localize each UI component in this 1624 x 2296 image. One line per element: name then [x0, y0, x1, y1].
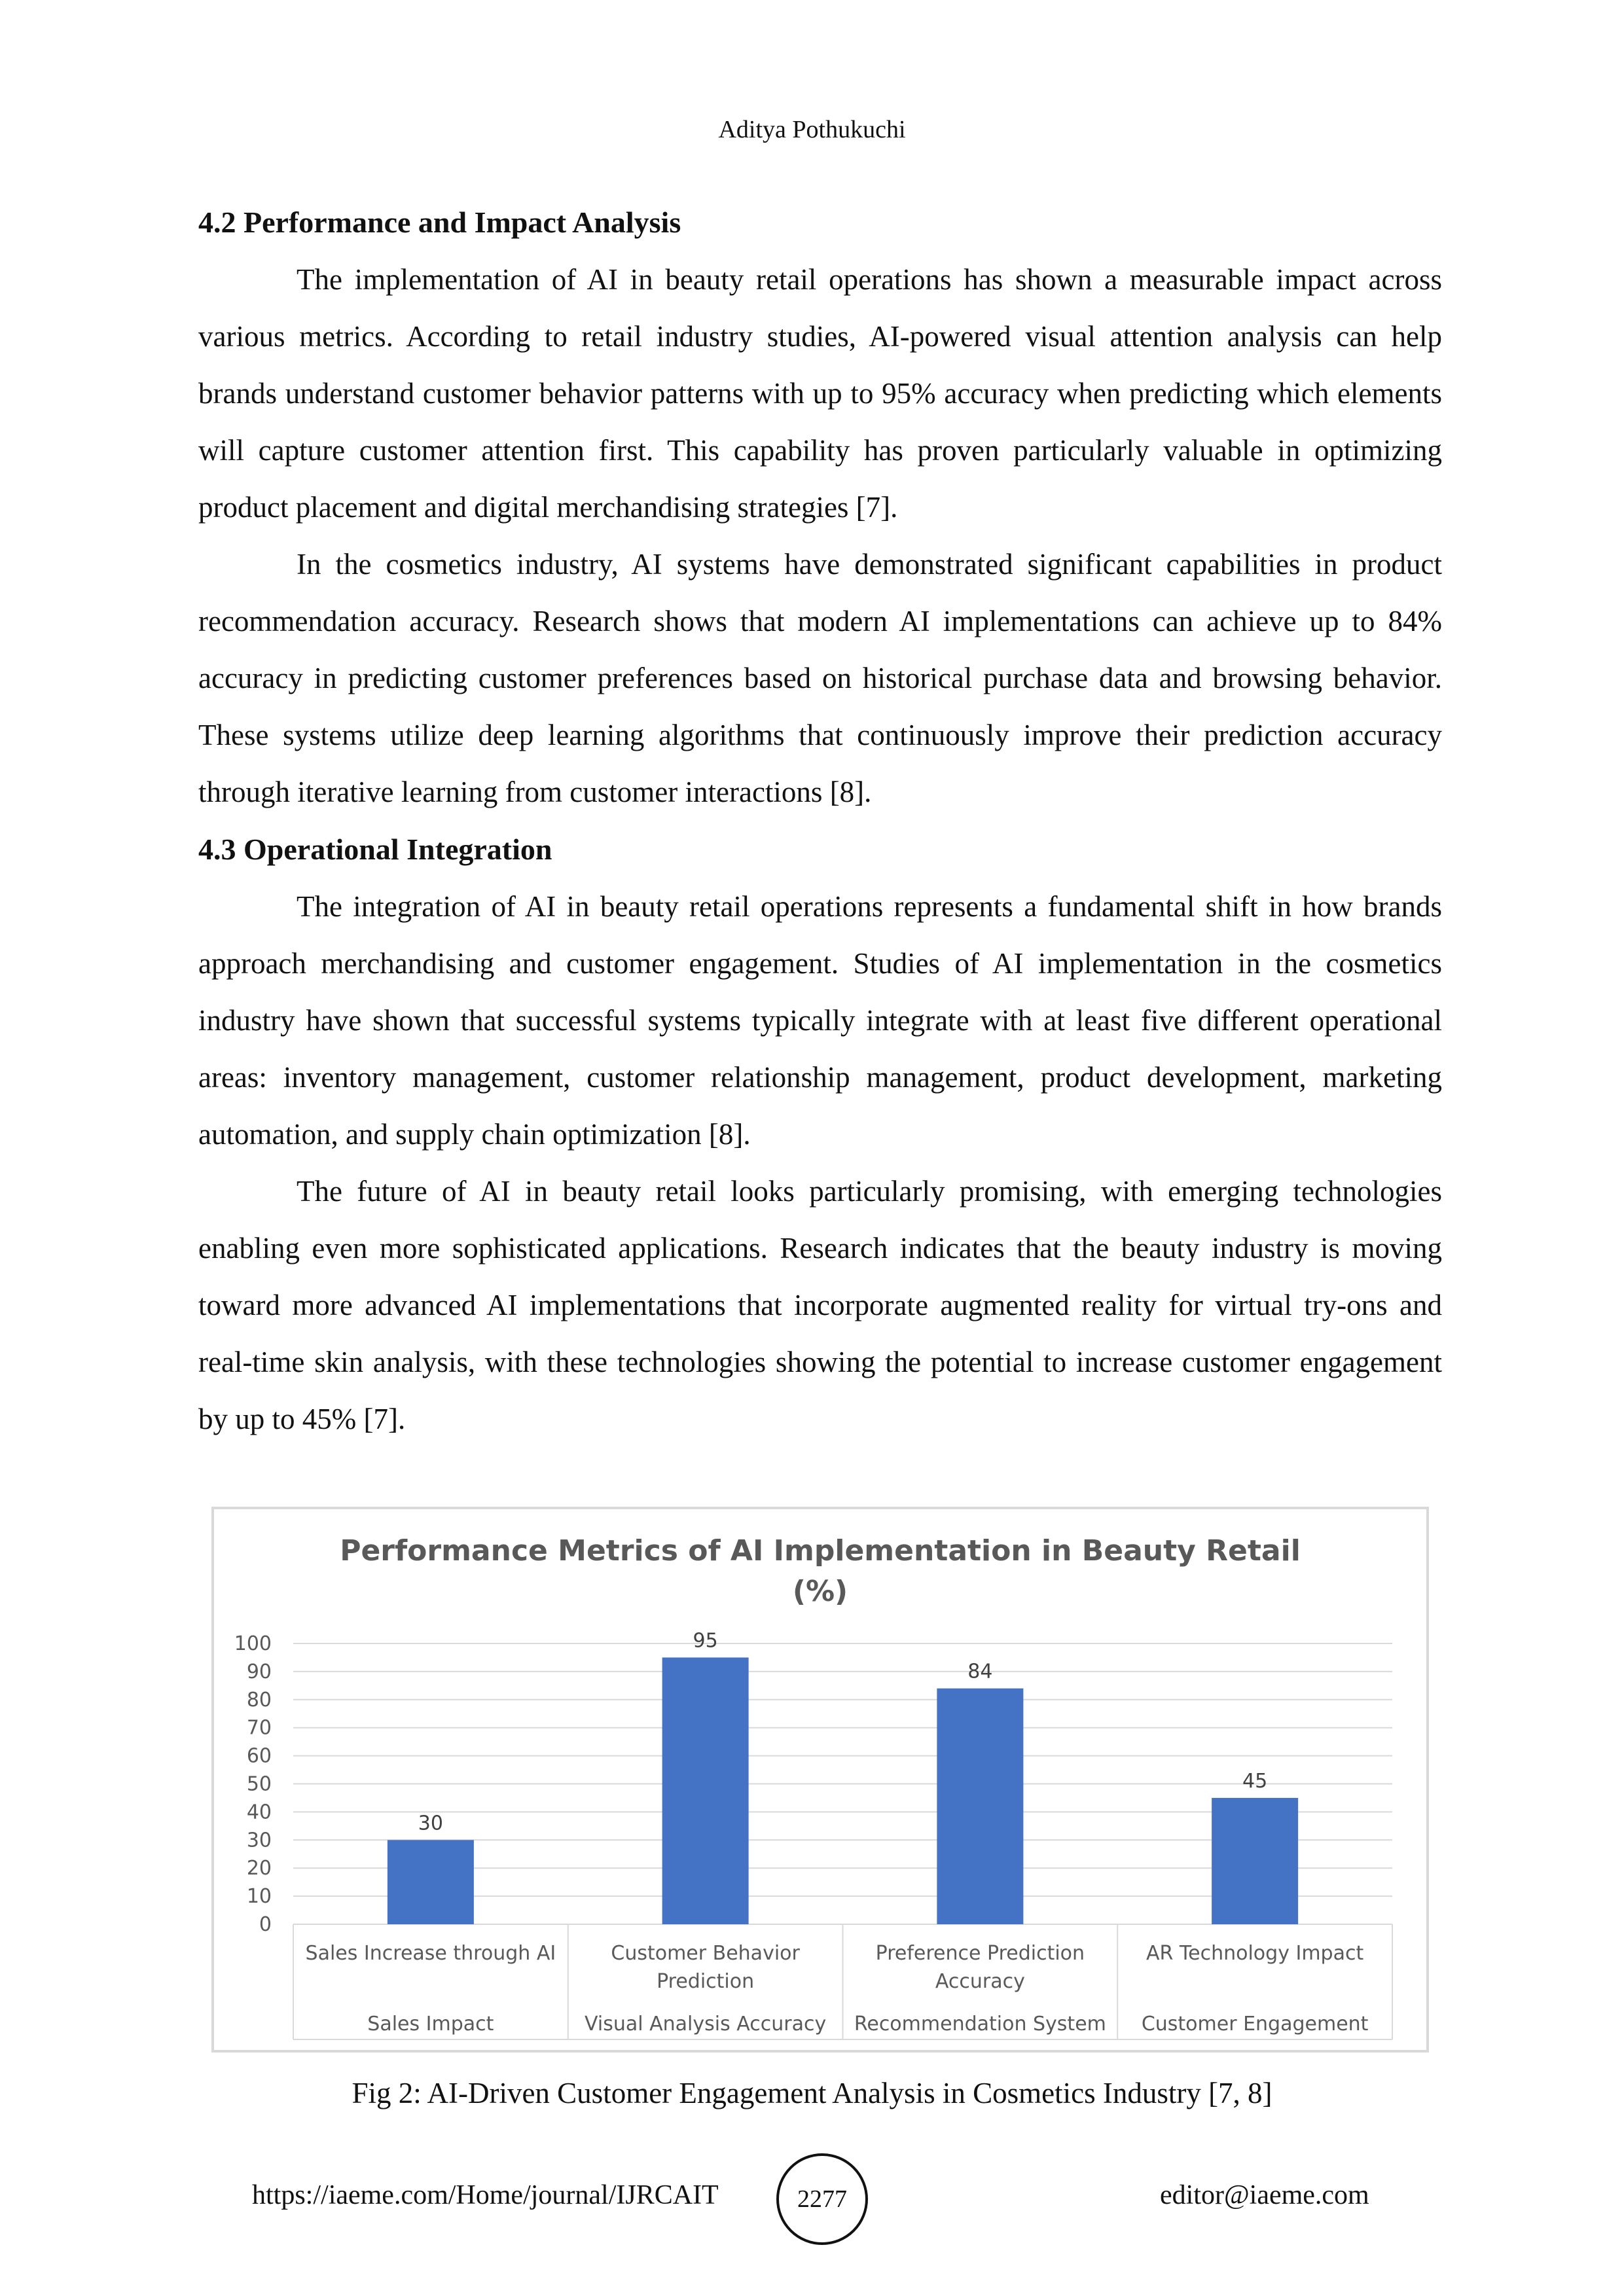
bars: [388, 1657, 1298, 1924]
category-label: Customer Behavior: [611, 1942, 800, 1965]
category-group-label: Customer Engagement: [1141, 2013, 1369, 2036]
y-tick-label: 80: [246, 1688, 272, 1712]
category-label: AR Technology Impact: [1146, 1942, 1364, 1965]
chart-title: Performance Metrics of AI Implementation in Beauty Retail: [340, 1534, 1301, 1568]
data-label: 30: [418, 1812, 443, 1835]
data-label: 45: [1242, 1769, 1268, 1793]
y-tick-label: 60: [246, 1744, 272, 1768]
bar-chart: [214, 1509, 1426, 2050]
section-heading-4-2: 4.2 Performance and Impact Analysis: [198, 206, 681, 239]
bar: [662, 1657, 749, 1924]
bar: [937, 1689, 1023, 1924]
data-label: 84: [967, 1660, 993, 1683]
y-tick-label: 90: [246, 1660, 272, 1683]
category-group-label: Sales Impact: [367, 2013, 494, 2036]
y-tick-label: 20: [246, 1857, 272, 1880]
category-group-label: Visual Analysis Accuracy: [585, 2013, 827, 2036]
running-header-author: Aditya Pothukuchi: [718, 116, 906, 143]
paragraph-performance-1: The implementation of AI in beauty retail operations has shown a measurable impact across various metrics. According to retail industry studies, AI-powered visual attention analysis can help brands understand customer behavior patterns with up to 95% accuracy when predicting which elements will capture customer attention first. This capability has proven particularly valuable in optimizing product placement and digital merchandising strategies [7].: [198, 263, 1442, 524]
paragraph-integration-1: The integration of AI in beauty retail operations represents a fundamental shift in how brands approach merchandising and customer engagement. Studies of AI implementation in the cosmetics industry have shown that successful systems typically integrate with at least five different operational areas: inventory management, customer relationship management, product development, marketing automation, and supply chain optimization [8].: [198, 890, 1442, 1151]
footer-journal-link[interactable]: https://iaeme.com/Home/journal/IJRCAIT: [252, 2180, 719, 2210]
category-label: Preference Prediction: [875, 1942, 1085, 1965]
data-labels: [418, 1629, 1267, 1835]
section-heading-4-3: 4.3 Operational Integration: [198, 833, 552, 866]
category-label-line2: Prediction: [657, 1970, 755, 1993]
y-tick-label: 70: [246, 1716, 272, 1740]
bar-chart-figure: [211, 1507, 1429, 2053]
y-tick-label: 50: [246, 1772, 272, 1796]
chart-title-unit: (%): [792, 1575, 848, 1608]
y-tick-label: 100: [234, 1632, 272, 1655]
y-tick-label: 10: [246, 1885, 272, 1909]
page-number: 2277: [776, 2153, 868, 2245]
y-tick-label: 30: [246, 1829, 272, 1852]
data-label: 95: [693, 1629, 718, 1653]
category-label: Sales Increase through AI: [305, 1942, 556, 1965]
bar: [388, 1840, 474, 1924]
category-label-line2: Accuracy: [935, 1970, 1025, 1993]
paragraph-performance-2: In the cosmetics industry, AI systems have demonstrated significant capabilities in product recommendation accuracy. Research shows that modern AI implementations can achieve up to 84% accuracy in predicting customer preferences based on historical purchase data and browsing behavior. These systems utilize deep learning algorithms that continuously improve their prediction accuracy through iterative learning from customer interactions [8].: [198, 548, 1442, 808]
article-body: [198, 194, 1442, 1448]
figure-caption: Fig 2: AI-Driven Customer Engagement Analysis in Cosmetics Industry [7, 8]: [352, 2077, 1272, 2109]
bar: [1212, 1798, 1298, 1924]
y-axis-ticks: [234, 1632, 272, 1936]
category-axis: [293, 1924, 1392, 2039]
y-tick-label: 40: [246, 1801, 272, 1824]
y-tick-label: 0: [259, 1913, 272, 1936]
category-group-label: Recommendation System: [854, 2013, 1106, 2036]
paragraph-integration-2: The future of AI in beauty retail looks particularly promising, with emerging technologies enabling even more sophisticated applications. Research indicates that the beauty industry is moving toward more advanced AI implementations that incorporate augmented reality for virtual try-ons and real-time skin analysis, with these technologies showing the potential to increase customer engagement by up to 45% [7].: [198, 1175, 1442, 1435]
footer-email-link[interactable]: editor@iaeme.com: [1160, 2180, 1369, 2210]
